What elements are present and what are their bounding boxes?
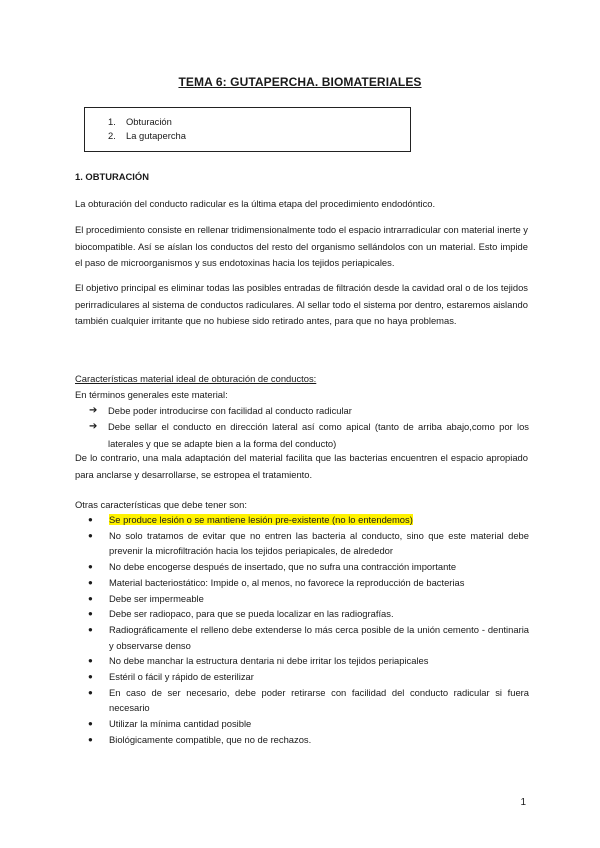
toc-item-label: Obturación — [126, 116, 172, 127]
paragraph-intro: La obturación del conducto radicular es la última etapa del procedimiento endodóntico. — [75, 198, 436, 209]
table-of-contents — [84, 107, 411, 152]
arrow-right-icon: ➔ — [89, 405, 98, 416]
bullet-icon: ● — [88, 719, 93, 729]
list-item: ● Debe ser radiopaco, para que se pueda localizar en las radiografías. — [88, 606, 529, 622]
list-item: ● Utilizar la mínima cantidad posible — [88, 716, 529, 732]
subheading-characteristics: Características material ideal de obturación de conductos: — [75, 373, 317, 384]
arrow-list — [89, 403, 529, 452]
paragraph-procedure: El procedimiento consiste en rellenar tridimensionalmente todo el espacio intrarradicular con material inerte y biocompatible. Así se aíslan los conductos del resto del organismo sellándolos con un material. Esto impide el paso de microorganismos y sus endotoxinas hacia los tejidos periapicales. — [75, 224, 528, 269]
paragraph-general: En términos generales este material: — [75, 389, 228, 400]
bullet-icon: ● — [88, 515, 93, 524]
toc-item-number: 2. — [108, 130, 116, 141]
toc-item-label: La gutapercha — [126, 130, 186, 141]
bullet-icon: ● — [88, 577, 93, 587]
paragraph-objective: El objetivo principal es eliminar todas las posibles entradas de filtración desde la cavidad oral o de los tejidos perirradiculares al sistema de conductos radiculares. Al sellar todo el sistema por dentro, estaremos aislando también cualquier irritante que no hubiese sido retirado antes, para que no haya problemas. — [75, 282, 528, 327]
bullet-icon: ● — [88, 656, 93, 666]
bullet-icon: ● — [88, 562, 93, 572]
paragraph-adaptation: De lo contrario, una mala adaptación del material facilita que las bacterias encuentren el espacio apropiado para anclarse y desarrollarse, se estropea el tratamiento. — [75, 452, 528, 480]
list-item: ➔ Debe sellar el conducto en dirección lateral así como apical (tanto de arriba abajo,como por los laterales y que se adapte bien a la forma del conducto) — [89, 419, 529, 452]
section-heading: 1. OBTURACIÓN — [75, 171, 149, 182]
bullet-icon: ● — [88, 593, 93, 603]
list-item: ● Debe ser impermeable — [88, 591, 529, 607]
list-item: ● No debe manchar la estructura dentaria ni debe irritar los tejidos periapicales — [88, 653, 529, 669]
list-item: ● Material bacteriostático: Impide o, al menos, no favorece la reproducción de bacterias — [88, 575, 529, 591]
list-item: ● Biológicamente compatible, que no de rechazos. — [88, 732, 529, 748]
page-title: TEMA 6: GUTAPERCHA. BIOMATERIALES — [178, 75, 422, 89]
list-item: ● No solo tratamos de evitar que no entren las bacteria al conducto, sino que este material debe prevenir la microfiltración hacia los tejidos periapicales, de alrededor — [88, 528, 529, 559]
bullet-icon: ● — [88, 624, 93, 634]
bullet-icon: ● — [88, 734, 93, 744]
bullet-icon: ● — [88, 609, 93, 619]
arrow-right-icon: ➔ — [89, 421, 98, 433]
other-characteristics-heading: Otras características que debe tener son: — [75, 499, 247, 510]
list-item — [88, 512, 529, 528]
list-item: ● Radiográficamente el relleno debe extenderse lo más cerca posible de la unión cemento - dentinaria y observarse denso — [88, 622, 529, 653]
list-item: ● No debe encogerse después de insertado, que no sufra una contracción importante — [88, 559, 529, 575]
highlighted-text: Se produce lesión o se mantiene lesión pre-existente (no lo entendemos) — [109, 514, 413, 525]
toc-item-number: 1. — [108, 116, 116, 127]
page-number: 1 — [520, 797, 526, 808]
list-item: ➔ Debe poder introducirse con facilidad al conducto radicular — [89, 403, 529, 419]
bullet-icon: ● — [88, 530, 93, 540]
list-item: ● Estéril o fácil y rápido de esterilizar — [88, 669, 529, 685]
toc-item — [108, 115, 410, 129]
toc-item — [108, 129, 410, 143]
bullet-list — [88, 512, 529, 748]
list-item: ● En caso de ser necesario, debe poder retirarse con facilidad del conducto radicular si fuera necesario — [88, 685, 529, 716]
bullet-icon: ● — [88, 672, 93, 682]
bullet-icon: ● — [88, 687, 93, 697]
